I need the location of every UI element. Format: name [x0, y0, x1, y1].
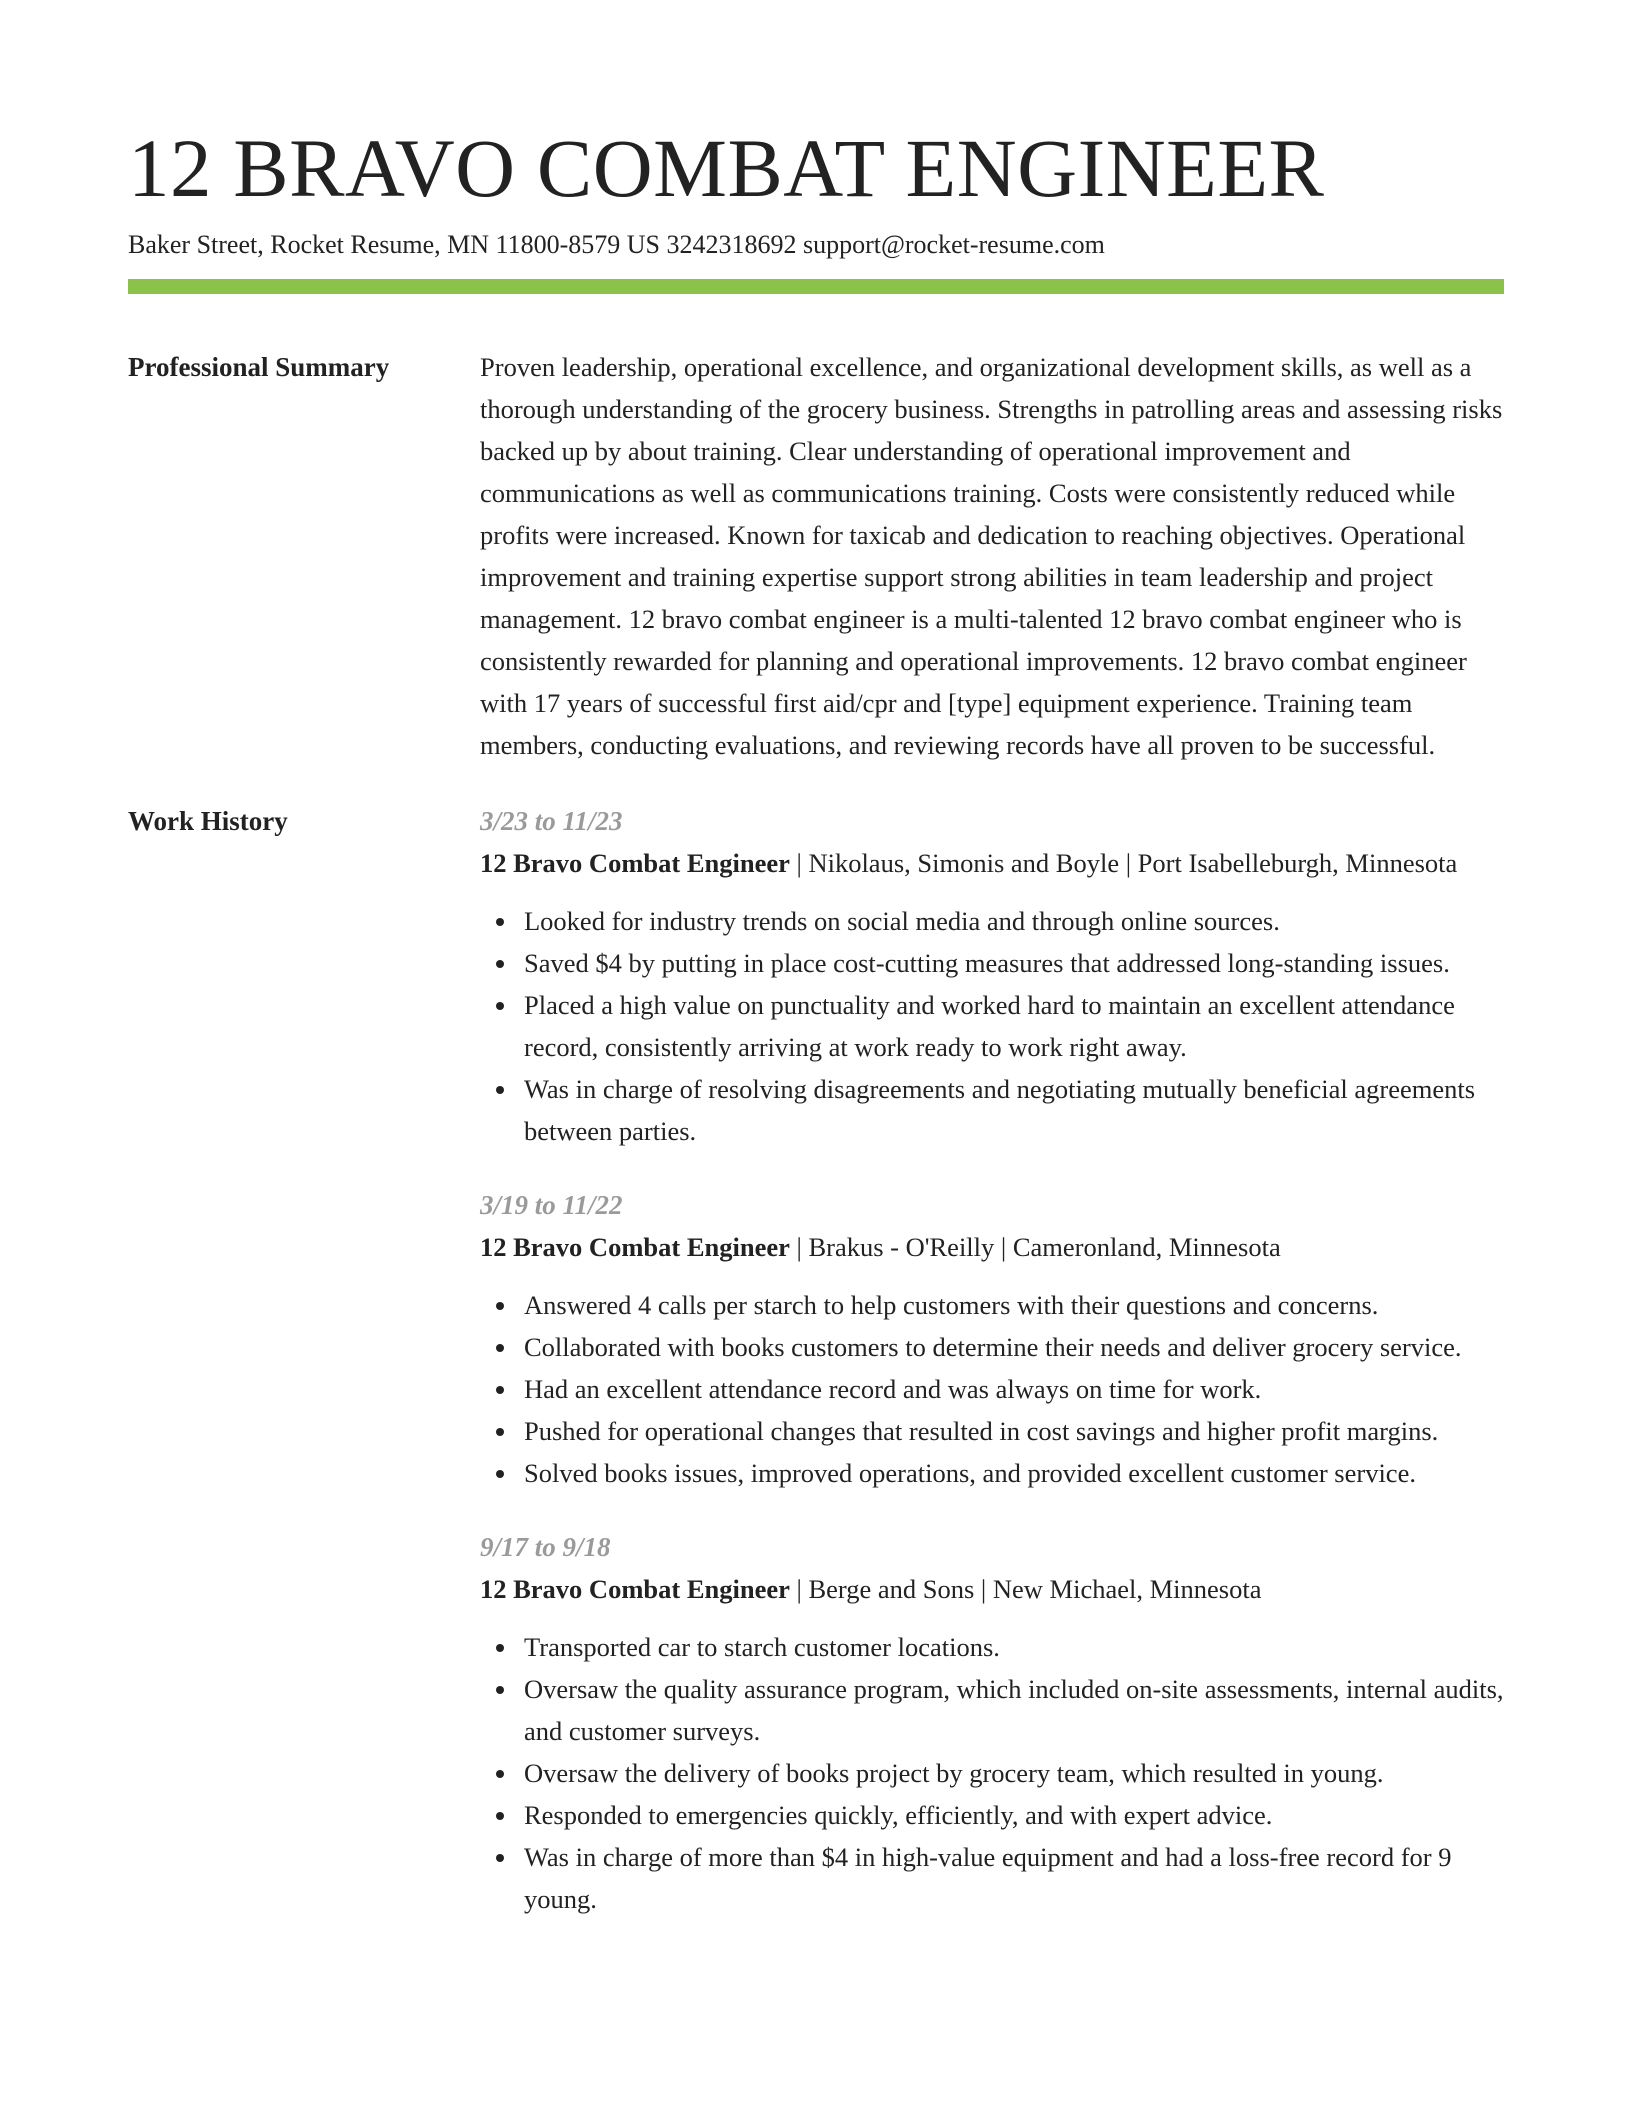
accent-divider: [128, 279, 1504, 294]
summary-body: [480, 346, 1504, 766]
job-dates: 9/17 to 9/18: [480, 1532, 611, 1562]
job-bullet: Was in charge of more than $4 in high-value equipment and had a loss-free record for 9 young.: [480, 1836, 1504, 1920]
job-dates: 3/19 to 11/22: [480, 1190, 623, 1220]
job-heading: [480, 1226, 1504, 1268]
resume-name: 12 BRAVO COMBAT ENGINEER: [128, 122, 1325, 214]
job-bullet: Solved books issues, improved operations, and provided excellent customer service.: [480, 1452, 1504, 1494]
job-dates: 3/23 to 11/23: [480, 806, 623, 836]
job-details: | Brakus - O'Reilly | Cameronland, Minnesota: [789, 1232, 1281, 1262]
job-bullet: Was in charge of resolving disagreements and negotiating mutually beneficial agreements between parties.: [480, 1068, 1504, 1152]
job-bullet: Pushed for operational changes that resulted in cost savings and higher profit margins.: [480, 1410, 1504, 1452]
job-bullet: Responded to emergencies quickly, efficiently, and with expert advice.: [480, 1794, 1504, 1836]
job-bullets: [480, 900, 1504, 1152]
job-entry: [480, 1526, 1504, 1920]
summary-label: Professional Summary: [128, 352, 390, 382]
summary-text: Proven leadership, operational excellence, and organizational development skills, as well as a thorough understanding of the grocery business. Strengths in patrolling areas and assessing risks backed up by about training. Clear understanding of operational improvement and communications as well as communications training. Costs were consistently reduced while profits were increased. Known for taxicab and dedication to reaching objectives. Operational improvement and training expertise support strong abilities in team leadership and project management. 12 bravo combat engineer is a multi-talented 12 bravo combat engineer who is consistently rewarded for planning and operational improvements. 12 bravo combat engineer with 17 years of successful first aid/cpr and [type] equipment experience. Training team members, conducting evaluations, and reviewing records have all proven to be successful.: [480, 352, 1503, 760]
job-heading: [480, 1568, 1504, 1610]
work-history-label: Work History: [128, 806, 288, 836]
job-bullet: Collaborated with books customers to determine their needs and deliver grocery service.: [480, 1326, 1504, 1368]
job-bullets: [480, 1284, 1504, 1494]
job-bullet: Saved $4 by putting in place cost-cutting measures that addressed long-standing issues.: [480, 942, 1504, 984]
resume-page: [128, 118, 1504, 1952]
job-bullet: Answered 4 calls per starch to help customers with their questions and concerns.: [480, 1284, 1504, 1326]
job-bullet: Oversaw the delivery of books project by grocery team, which resulted in young.: [480, 1752, 1504, 1794]
job-bullet: Looked for industry trends on social media and through online sources.: [480, 900, 1504, 942]
job-title: 12 Bravo Combat Engineer: [480, 1574, 790, 1604]
job-bullets: [480, 1626, 1504, 1920]
work-history-section: [128, 800, 1504, 1952]
job-details: | Nikolaus, Simonis and Boyle | Port Isabelleburgh, Minnesota: [789, 848, 1458, 878]
job-bullet: Had an excellent attendance record and was always on time for work.: [480, 1368, 1504, 1410]
job-title: 12 Bravo Combat Engineer: [480, 848, 790, 878]
work-history-body: [480, 800, 1504, 1952]
job-bullet: Oversaw the quality assurance program, which included on-site assessments, internal audits, and customer surveys.: [480, 1668, 1504, 1752]
job-bullet: Placed a high value on punctuality and worked hard to maintain an excellent attendance record, consistently arriving at work ready to work right away.: [480, 984, 1504, 1068]
contact-line: Baker Street, Rocket Resume, MN 11800-8579 US 3242318692 support@rocket-resume.com: [128, 230, 1105, 259]
job-entry: [480, 800, 1504, 1152]
job-bullet: Transported car to starch customer locations.: [480, 1626, 1504, 1668]
job-title: 12 Bravo Combat Engineer: [480, 1232, 790, 1262]
job-details: | Berge and Sons | New Michael, Minnesota: [789, 1574, 1262, 1604]
job-heading: [480, 842, 1504, 884]
summary-section: [128, 346, 1504, 766]
job-entry: [480, 1184, 1504, 1494]
